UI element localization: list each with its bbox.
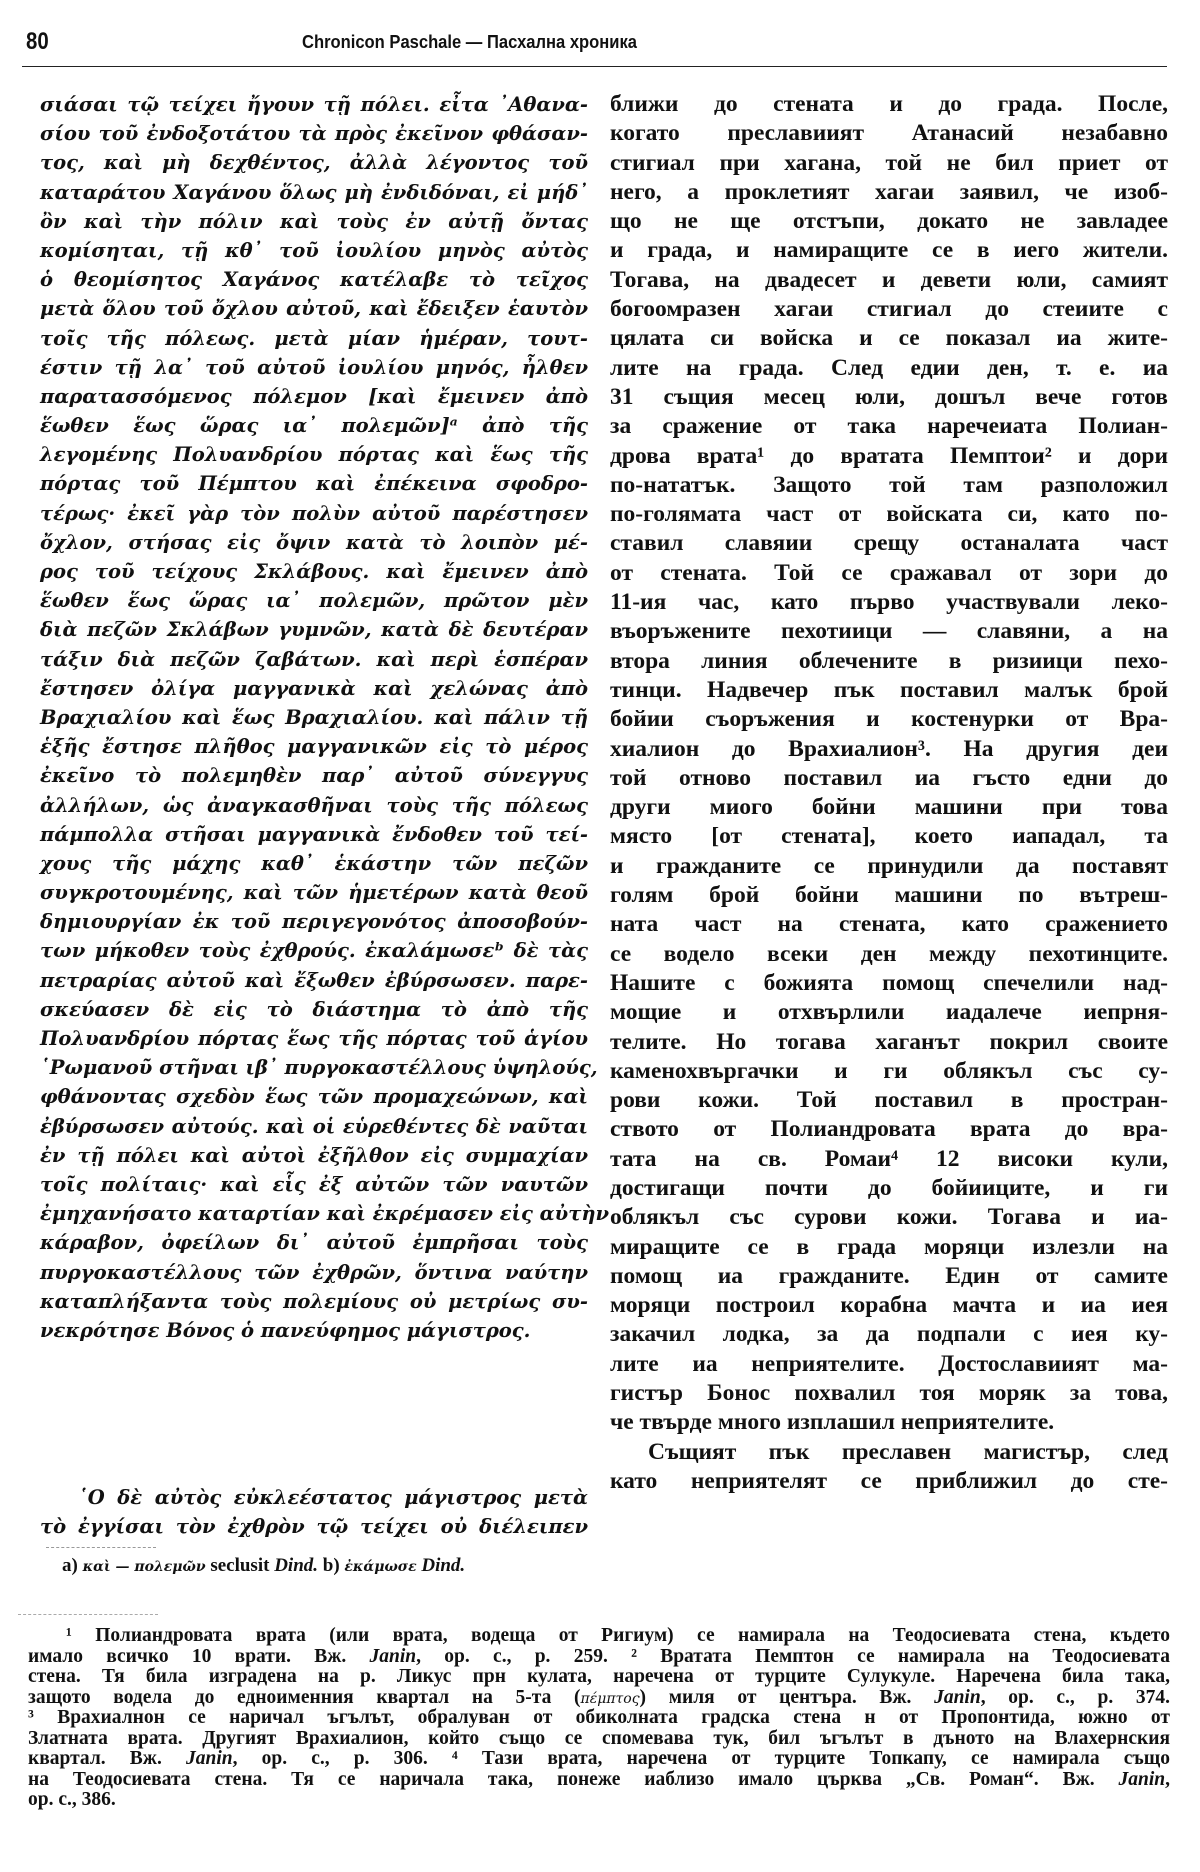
- footnote-line: [28, 1790, 1170, 1811]
- text-line: по-голямата част от войската си, като по-: [610, 501, 1168, 528]
- apparatus-a-greek: καὶ — πολεμῶν: [82, 1559, 206, 1575]
- text-line: ната част на стената, като сражението: [610, 911, 1168, 938]
- citation-author: Janin: [934, 1686, 981, 1708]
- text-line: πάμπολλα στῆσαι μαγγανικὰ ἔνδοθεν τοῦ τεί-: [40, 822, 588, 846]
- footnote-text: ³ Врахиалнон се наричал ъгълът, обрaлуван от обиколната градска стена н от Пропонтида, южно от: [28, 1707, 1170, 1728]
- apparatus-a-editor: Dind.: [274, 1555, 319, 1576]
- text-line: τοῖς τῆς πόλεως. μετὰ μίαν ἡμέραν, τουτ-: [40, 326, 588, 350]
- text-line: Същият пък преславен магистър, след: [648, 1438, 1168, 1465]
- footnote-text: квартал. Вж.: [28, 1748, 186, 1769]
- text-line: закачил лодка, за да подпали с иея ку-: [610, 1321, 1168, 1348]
- text-line: въоръжените пехотиици — славяни, а на: [610, 618, 1168, 645]
- text-line: когато преславиият Атанасий незабавно: [610, 120, 1168, 147]
- critical-apparatus: [62, 1553, 592, 1580]
- footnote-text: πέμπτος: [580, 1690, 640, 1707]
- footnote-text: ,: [1165, 1768, 1170, 1790]
- text-line: като неприятелят се приближил до сте-: [610, 1467, 1168, 1494]
- text-line: ἔστησεν ὀλίγα μαγγανικὰ καὶ χελώνας ἀπὸ: [40, 676, 588, 700]
- text-line: тата на св. Ромаи⁴ 12 високи кули,: [610, 1145, 1168, 1172]
- text-line: τὸ ἐγγίσαι τὸν ἐχθρὸν τῷ τείχει οὐ διέλειπεν: [40, 1515, 588, 1539]
- footnote-text: имало всичко 10 врати. Вж.: [28, 1645, 370, 1667]
- text-line: се водело всеки ден между пехотинците.: [610, 940, 1168, 967]
- footnote-text: , op. c., p. 374.: [980, 1686, 1170, 1708]
- text-line: Πολυανδρίου πόρτας ἕως τῆς πόρτας τοῦ ἁγίου: [40, 1027, 588, 1050]
- text-line: рови кожи. Той поставил в простран-: [610, 1087, 1168, 1114]
- footnote-line: [28, 1667, 1170, 1688]
- text-line: Βραχιαλίου καὶ ἕως Βραχιαλίου. καὶ πάλιν τῇ: [40, 705, 588, 729]
- text-line: ἐβύρσωσεν αὐτούς. καὶ οἱ εὑρεθέντες δὲ ναῦται: [40, 1114, 588, 1138]
- text-line: σιάσαι τῷ τείχει ἤγουν τῇ πόλει. εἶτα ᾽Αθανα-: [40, 93, 588, 116]
- text-line: бойии съоръжения и костенурки от Вра-: [610, 706, 1168, 733]
- text-line: за сражение от така наречеиата Полиан-: [610, 413, 1168, 440]
- footnote-line: [28, 1626, 1170, 1647]
- text-line: διὰ πεζῶν Σκλάβων γυμνῶν, κατὰ δὲ δευτέραν: [40, 618, 588, 642]
- text-line: помощ иа гражданите. Един от самите: [610, 1262, 1168, 1289]
- text-line: ἕωθεν ἕως ὥρας ια᾽ πολεμῶν, πρῶτον μὲν: [40, 589, 588, 613]
- text-line: втора линия облечените в ризиици пехо-: [610, 647, 1168, 674]
- text-line: ἕωθεν ἕως ὥρας ια᾽ πολεμῶν]ᵃ ἀπὸ τῆς: [40, 414, 588, 438]
- text-line: телите. Но тогава хаганът покрил своите: [610, 1028, 1168, 1055]
- text-line: νεκρότησε Βόνος ὁ πανεύφημος μάγιστρος.: [40, 1318, 531, 1342]
- text-line: ἀλλήλων, ὡς ἀναγκασθῆναι τοὺς τῆς πόλεως: [40, 793, 588, 817]
- text-line: τέρως· ἐκεῖ γὰρ τὸν πολὺν αὐτοῦ παρέστησεν: [40, 501, 588, 525]
- text-line: лите на града. След едии ден, т. е. иа: [610, 354, 1168, 381]
- text-line: παρατασσόμενος πόλεμον [καὶ ἔμεινεν ἀπὸ: [40, 384, 588, 408]
- text-line: τάξιν διὰ πεζῶν ζαβάτων. καὶ περὶ ἑσπέραν: [40, 647, 588, 671]
- text-line: и гражданите се принудили да поставят: [610, 852, 1168, 879]
- footnote-divider: [18, 1614, 158, 1615]
- footnote-text: , op. c., p. 259. ² Вратата Пемптон се намирала на Теодосиевата: [416, 1645, 1170, 1667]
- footnote-text: Златната врата. Другият Врахиалион, който също се спомевава тук, бил ъгълът в дъното на Влахернския: [28, 1727, 1170, 1749]
- apparatus-a-note: seclusit: [210, 1555, 270, 1576]
- text-line: достигащи почти до бойииците, и ги: [610, 1174, 1168, 1201]
- text-line: ρος τοῦ τείχους Σκλάβους. καὶ ἔμεινεν ἀπὸ: [40, 560, 588, 583]
- text-line: κάραβον, ὀφείλων δι᾽ αὐτοῦ ἐμπρῆσαι τοὺς: [40, 1231, 588, 1255]
- text-line: място [от стената], което иападал, та: [610, 823, 1168, 850]
- text-line: ἐν τῇ πόλει καὶ αὐτοὶ ἐξῆλθον εἰς συμμαχίαν: [40, 1143, 588, 1167]
- text-line: цялата си войска и се показал иа жите-: [610, 325, 1168, 352]
- footnote-line: [28, 1729, 1170, 1750]
- footnote-text: , op. c., p. 306. ⁴ Тази врата, наречена от турците Топкапу, се намирала също: [232, 1748, 1170, 1769]
- text-line: πυργοκαστέλλους τῶν ἐχθρῶν, ὅντινα ναύτην: [40, 1260, 588, 1284]
- text-line: μετὰ ὅλου τοῦ ὄχλου αὐτοῦ, καὶ ἔδειξεν ἑαυτὸν: [40, 297, 588, 321]
- footnote-text: ) миля от центъра. Вж.: [639, 1686, 935, 1708]
- text-line: φθάνοντας σχεδὸν ἕως τῶν προμαχεώνων, καὶ: [40, 1085, 588, 1109]
- footnote-line: [28, 1749, 1170, 1770]
- footnote-text: стена. Тя била изградена на р. Ликус прн кулата, наречена от турците Сулукуле. Наречена била така,: [28, 1666, 1170, 1687]
- page-header: [22, 14, 1167, 54]
- text-line: по-нататък. Защото той там разположил: [610, 471, 1168, 498]
- text-line: тинци. Надвечер пък поставил малък брой: [610, 676, 1168, 703]
- greek-text-column: [40, 90, 610, 1345]
- text-line: моряци построил корабна мачта и иа иея: [610, 1292, 1168, 1319]
- citation-author: Janin: [185, 1748, 233, 1769]
- text-line: от стената. Той се сражавал от зори до: [610, 559, 1168, 586]
- text-line: χους τῆς μάχης καθ᾽ ἑκάστην τῶν πεζῶν: [40, 851, 588, 875]
- text-line: че твърде много изплашил неприятелите.: [610, 1409, 1055, 1436]
- bulgarian-translation-column: [610, 90, 1168, 1496]
- text-line: ῾Ρωμανοῦ στῆναι ιβ᾽ πυργοκαστέλλους ὑψηλούς,: [40, 1056, 598, 1080]
- text-line: облякъл със сурови кожи. Тогава и иа-: [610, 1204, 1168, 1231]
- footnote-line: [28, 1647, 1170, 1668]
- text-line: καταπλήξαντα τοὺς πολεμίους οὐ μετρίως συ-: [40, 1289, 588, 1313]
- footnote-text: ¹ Полиандровата врата (или врата, водеща от Ригиум) се намирала на Теодосиевата стена, където: [66, 1625, 1170, 1646]
- apparatus-b-editor: Dind.: [421, 1555, 466, 1576]
- text-line: τοῖς πολίταις· καὶ εἷς ἐξ αὐτῶν τῶν ναυτῶν: [40, 1172, 588, 1196]
- text-line: 31 същия месец юли, дошъл вече готов: [610, 383, 1168, 410]
- text-line: лите иа неприятелите. Достославиият ма-: [610, 1350, 1168, 1377]
- apparatus-b-greek: ἐκάμωσε: [344, 1559, 417, 1575]
- text-line: и града, и намиращите се в иего жители.: [610, 237, 1168, 264]
- footnote-line: [28, 1688, 1170, 1709]
- text-line: що не ще отстъпи, докато не завладее: [610, 208, 1168, 235]
- text-line: той отново поставил иа гъсто едни до: [610, 764, 1168, 791]
- text-line: ὁ θεομίσητος Χαγάνος κατέλαβε τὸ τεῖχος: [40, 268, 588, 292]
- text-line: ближи до стената и до града. После,: [610, 91, 1168, 117]
- text-line: миращите се в града моряци излезли на: [610, 1233, 1168, 1260]
- text-line: καταράτου Χαγάνου ὅλως μὴ ἐνδιδόναι, εἰ μήδ᾽: [40, 180, 588, 204]
- text-line: 11-ия час, като първо участвували леко-: [610, 589, 1168, 616]
- text-line: други миого бойни машини при това: [610, 794, 1168, 821]
- text-line: πόρτας τοῦ Πέμπτου καὶ ἐπέκεινα σφοδρο-: [40, 472, 588, 496]
- text-line: ἐκεῖνο τὸ πολεμηθὲν παρ᾽ αὐτοῦ σύνεγγυς: [40, 764, 588, 788]
- citation-author: Janin: [1118, 1768, 1166, 1790]
- footnote-line: [28, 1708, 1170, 1729]
- citation-author: Janin: [369, 1645, 417, 1667]
- footnote-text: защото водела до едноименния квартал на 5-та (: [28, 1686, 581, 1708]
- apparatus-divider: [46, 1547, 156, 1548]
- text-line: него, а проклетият хагаи заявил, че изоб-: [610, 178, 1168, 205]
- text-line: каменохвъргачки и ги облякъл със су-: [610, 1057, 1168, 1084]
- text-line: σκεύασεν δὲ εἰς τὸ διάστημα τὸ ἀπὸ τῆς: [40, 997, 588, 1021]
- apparatus-a-label: a): [62, 1555, 78, 1576]
- apparatus-b-label: b): [322, 1555, 340, 1576]
- text-line: хиалион до Врахиалион³. На другия деи: [610, 735, 1168, 762]
- text-line: богоомразен хагаи стигиал до стеиите с: [610, 296, 1168, 323]
- text-line: мощие и отхвърлили иадалече иепрня-: [610, 999, 1168, 1026]
- text-line: ἐμηχανήσατο καταρτίαν καὶ ἐκρέμασεν εἰς αὐτὴν: [40, 1202, 610, 1226]
- text-line: σίου τοῦ ἐνδοξοτάτου τὰ πρὸς ἐκεῖνον φθάσαν-: [40, 122, 588, 146]
- text-line: ῾Ο δὲ αὐτὸς εὐκλεέστατος μάγιστρος μετὰ: [78, 1486, 588, 1509]
- text-line: λεγομένης Πολυανδρίου πόρτας καὶ ἕως τῆς: [40, 443, 588, 467]
- text-line: δημιουργίαν ἐκ τοῦ περιγεγονότος ἀποσοβούν-: [40, 910, 588, 934]
- footnotes: [28, 1626, 1170, 1811]
- footnote-line: [28, 1770, 1170, 1791]
- text-line: Нашите с божията помощ спечелили над-: [610, 969, 1168, 996]
- text-line: τος, καὶ μὴ δεχθέντος, ἀλλὰ λέγοντος τοῦ: [40, 151, 588, 175]
- text-line: πετραρίας αὐτοῦ καὶ ἔξωθεν ἐβύρσωσεν. παρε-: [40, 968, 588, 992]
- text-line: ὄχλον, στήσας εἰς ὄψιν κατὰ τὸ λοιπὸν μέ-: [40, 530, 588, 554]
- header-rule: [22, 66, 1167, 67]
- footnote-text: op. c., 386.: [28, 1789, 116, 1810]
- text-line: συγκροτουμένης, καὶ τῶν ἡμετέρων κατὰ θεοῦ: [40, 881, 588, 905]
- page-number: 80: [26, 28, 49, 55]
- text-line: дрова врата¹ до вратата Пемптои² и дори: [610, 442, 1168, 469]
- text-line: ството от Полиандровата врата до вра-: [610, 1116, 1168, 1143]
- text-line: стигиал при хагана, той не бил приет от: [610, 149, 1168, 176]
- text-line: Тогава, на двадесет и девети юли, самият: [610, 266, 1168, 293]
- text-line: ὂν καὶ τὴν πόλιν καὶ τοὺς ἐν αὐτῇ ὄντας: [40, 209, 588, 233]
- text-line: гистър Бонос похвалил тоя моряк за това,: [610, 1380, 1168, 1407]
- text-line: των μήκοθεν τοὺς ἐχθρούς. ἐκαλάμωσεᵇ δὲ τὰς: [40, 939, 588, 963]
- running-title: Chronicon Paschale — Пасхална хроника: [302, 32, 637, 52]
- text-line: ἑξῆς ἔστησε πλῆθος μαγγανικῶν εἰς τὸ μέρος: [40, 735, 588, 759]
- text-line: κομίσηται, τῇ κθ᾽ τοῦ ἰουλίου μηνὸς αὐτὸς: [40, 238, 588, 262]
- text-line: ставил славяии срещу останалата част: [610, 530, 1168, 557]
- text-line: έστιν τῇ λα᾽ τοῦ αὐτοῦ ἰουλίου μηνός, ἦλθεν: [40, 355, 588, 379]
- greek-second-paragraph: [40, 1483, 588, 1541]
- text-line: голям брой бойни машини по вътреш-: [610, 882, 1168, 909]
- footnote-text: на Теодосиевата стена. Тя се наричала така, понеже иаблизо имало църква „Св. Роман“. Вж.: [28, 1768, 1119, 1790]
